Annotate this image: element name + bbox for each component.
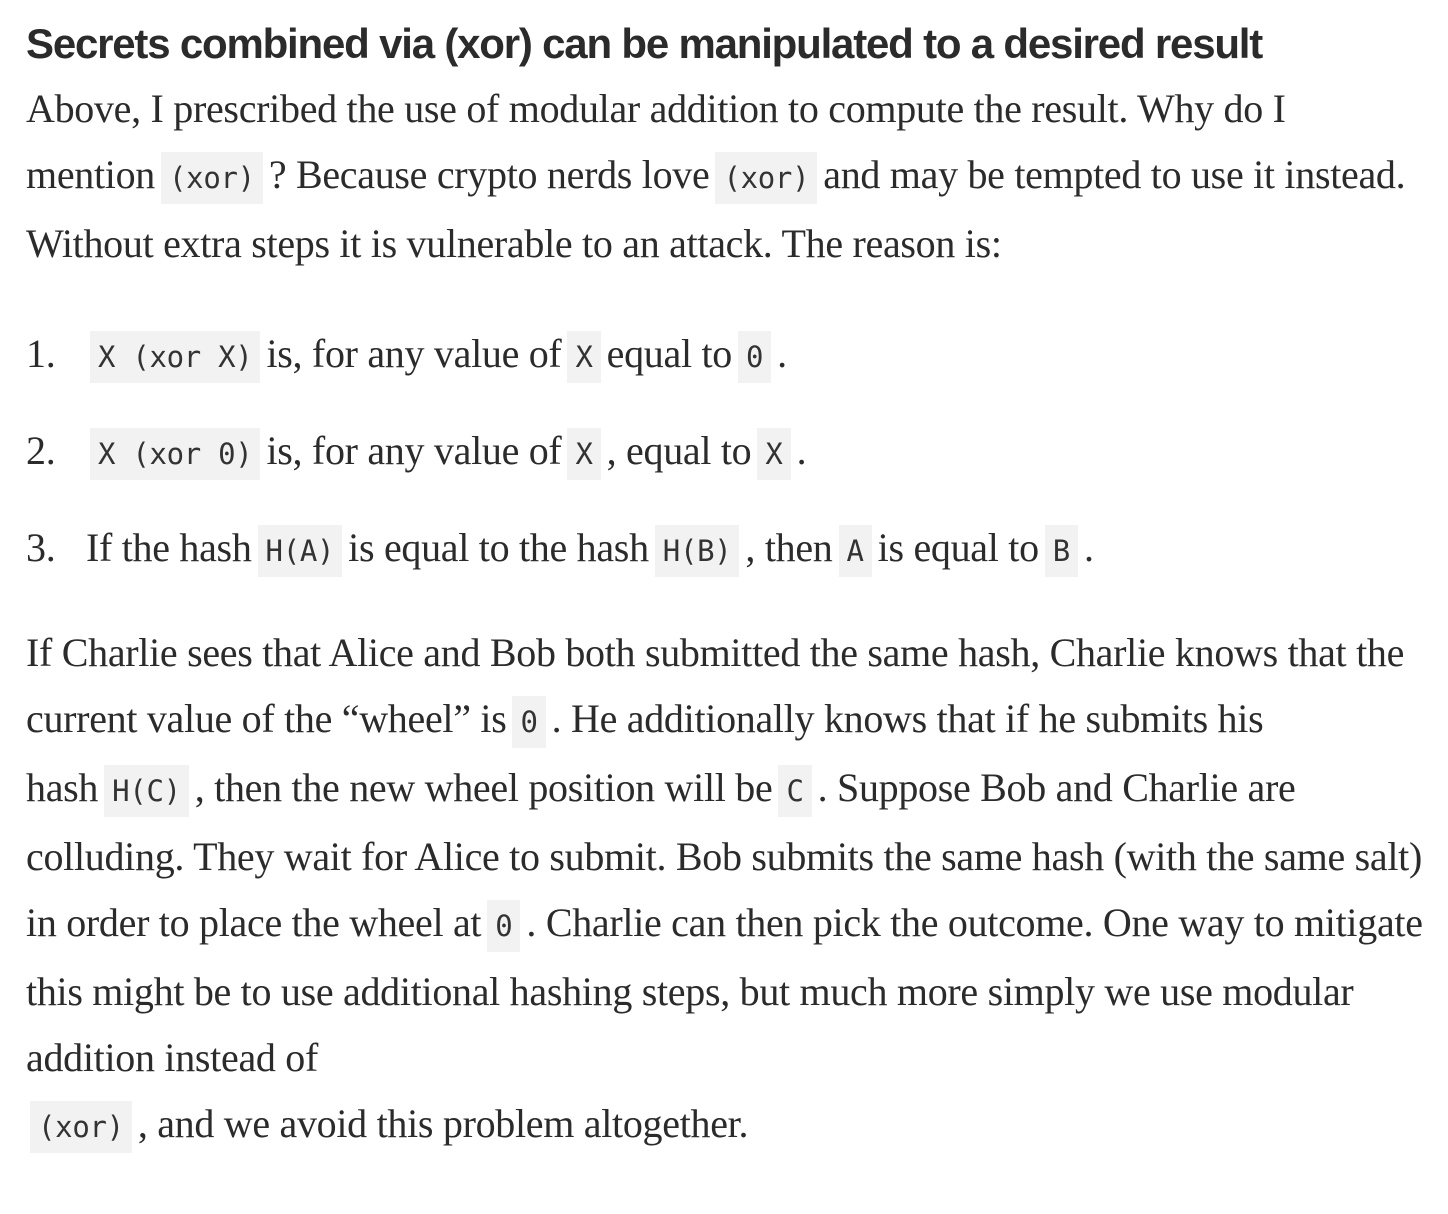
closing-text: , and we avoid this problem altogether. [137, 1101, 749, 1146]
intro-text-1: Above, I prescribed the use of modular addition to compute the result. Why do I mention [26, 86, 1286, 197]
inline-code: H(A) [258, 525, 343, 577]
article-section [26, 0, 1436, 1160]
list-item [26, 418, 1436, 487]
list-text: If the hash [86, 525, 252, 570]
inline-code: X (xor 0) [90, 428, 260, 480]
inline-code-xor: (xor) [715, 152, 817, 204]
closing-text: If Charlie sees that Alice and Bob both submitted the same hash, Charlie knows that the current value of the “wheel” is [26, 630, 1405, 741]
inline-code: 0 [487, 900, 520, 952]
inline-code-xor: (xor) [161, 152, 263, 204]
inline-code: X [567, 331, 600, 383]
closing-text: , then the new wheel position will be [194, 765, 773, 810]
inline-code: C [778, 765, 811, 817]
inline-code: X (xor X) [90, 331, 260, 383]
inline-code: X [757, 428, 790, 480]
list-number: 1. [26, 331, 56, 376]
reasons-list [26, 321, 1436, 584]
list-text: , equal to [606, 428, 752, 473]
closing-text: . Suppose Bob and Charlie are colluding. They wait for Alice to submit. Bob submits the same hash (with the same salt) in order to place the wheel at [26, 765, 1422, 945]
list-number: 2. [26, 428, 56, 473]
list-text: , then [745, 525, 833, 570]
closing-text: . Charlie can then pick the outcome. One way to mitigate this might be to use additional hashing steps, but much more simply we use modular addition instead of [26, 900, 1423, 1080]
list-text: . [796, 428, 807, 473]
inline-code: 0 [738, 331, 771, 383]
list-text: is, for any value of [266, 428, 562, 473]
intro-paragraph [26, 76, 1436, 277]
list-item [26, 321, 1436, 390]
list-text: is, for any value of [266, 331, 562, 376]
intro-text-3: and may be tempted to use it instead. Without extra steps it is vulnerable to an attack. The reason is: [26, 152, 1406, 266]
closing-text: . He additionally knows that if he submits his hash [26, 696, 1264, 810]
list-item [26, 515, 1436, 584]
list-number: 3. [26, 525, 56, 570]
section-heading: Secrets combined via (xor) can be manipulated to a desired result [26, 20, 1263, 67]
inline-code: H(B) [655, 525, 740, 577]
intro-text-2: ? Because crypto nerds love [268, 152, 710, 197]
inline-code-xor: (xor) [30, 1101, 132, 1153]
inline-code: X [567, 428, 600, 480]
closing-paragraph [26, 620, 1436, 1160]
inline-code: 0 [512, 696, 545, 748]
list-text: . [777, 331, 787, 376]
inline-code: H(C) [104, 765, 189, 817]
list-text: equal to [606, 331, 732, 376]
inline-code: B [1045, 525, 1078, 577]
inline-code: A [839, 525, 872, 577]
list-text: . [1083, 525, 1094, 570]
list-text: is equal to [877, 525, 1039, 570]
list-text: is equal to the hash [348, 525, 649, 570]
